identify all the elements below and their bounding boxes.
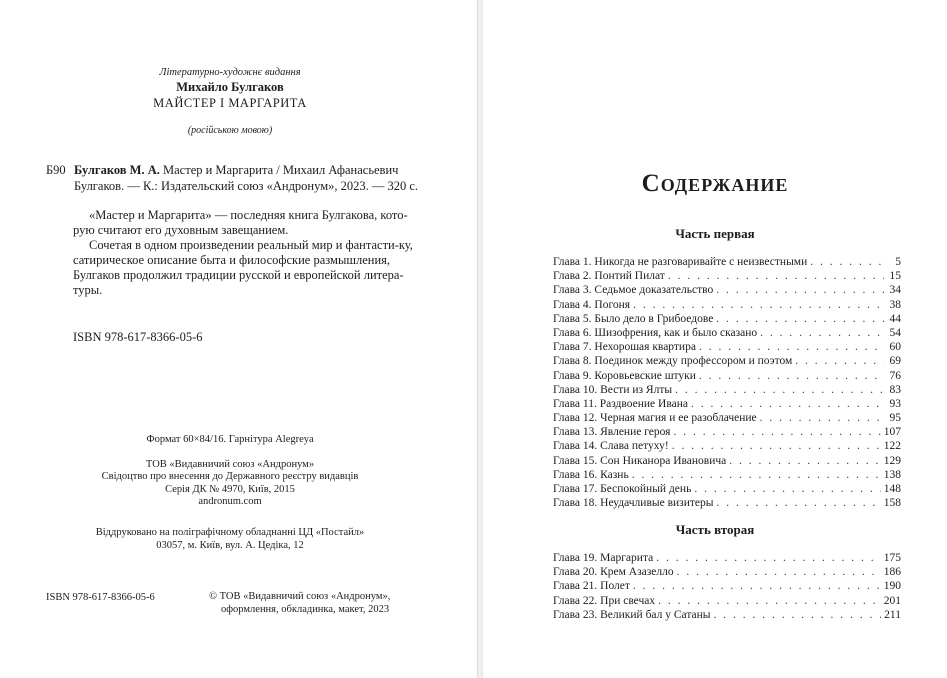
toc-entry-label: Глава 12. Черная магия и ее разоблачение <box>553 412 757 425</box>
toc-leader-dots <box>716 312 884 326</box>
toc-entry-page: 107 <box>883 426 901 439</box>
toc-entry-page: 148 <box>883 483 901 495</box>
toc-entry[interactable] <box>553 397 901 411</box>
copyright-line-2: оформлення, обкладинка, макет, 2023 <box>221 604 390 615</box>
toc-entry-page: 93 <box>889 397 901 410</box>
toc-entry-page: 44 <box>889 312 901 325</box>
toc-leader-dots <box>699 369 884 383</box>
toc-entry-label: Глава 14. Слава петуху! <box>553 440 669 453</box>
publisher-block <box>80 434 380 509</box>
toc-entry[interactable] <box>553 425 901 439</box>
toc-entry[interactable] <box>553 551 901 565</box>
author-name: Михайло Булгаков <box>176 80 284 94</box>
printer-line-2: 03057, м. Київ, вул. А. Цедіка, 12 <box>156 539 304 551</box>
language-note: (російською мовою) <box>187 125 273 136</box>
toc-leader-dots <box>760 411 884 425</box>
toc-leader-dots <box>677 565 881 579</box>
toc-leader-dots <box>716 283 884 297</box>
toc-entry[interactable] <box>553 454 901 468</box>
part-1-list <box>553 255 901 510</box>
toc-leader-dots <box>633 298 884 312</box>
toc-entry-label: Глава 15. Сон Никанора Ивановича <box>553 454 727 467</box>
toc-entry[interactable] <box>553 312 901 326</box>
copyright-block <box>209 590 409 616</box>
toc-entry-page: 60 <box>889 341 901 354</box>
toc-entry[interactable] <box>553 340 901 354</box>
toc-leader-dots <box>699 340 884 354</box>
catalog-entry <box>46 163 426 194</box>
toc-entry-label: Глава 3. Седьмое доказательство <box>553 284 714 297</box>
toc-entry[interactable] <box>553 283 901 297</box>
toc-leader-dots <box>656 551 881 565</box>
publisher-line-1: ТОВ «Видавничий союз «Андронум» <box>145 458 315 470</box>
part-1-title: Часть первая <box>675 226 755 241</box>
toc-entry-label: Глава 22. При свечах <box>553 594 656 607</box>
toc-entry-page: 186 <box>883 566 901 579</box>
toc-entry-label: Глава 8. Поединок между профессором и поэтом <box>553 355 793 368</box>
toc-leader-dots <box>658 594 881 608</box>
toc-leader-dots <box>760 326 884 340</box>
toc-entry-label: Глава 19. Маргарита <box>553 552 654 564</box>
toc-entry-label: Глава 7. Нехорошая квартира <box>553 341 696 354</box>
catalog-publisher: Булгаков. — К.: Издательский союз «Андронум», 2023. — 320 с. <box>74 178 419 193</box>
toc-entry-label: Глава 5. Было дело в Грибоедове <box>553 312 714 325</box>
toc-entry-label: Глава 10. Вести из Ялты <box>553 383 673 396</box>
toc-entry[interactable] <box>553 298 901 312</box>
toc-entry[interactable] <box>553 326 901 340</box>
toc-entry-label: Глава 13. Явление героя <box>553 426 671 439</box>
toc-title: Содержание <box>641 170 789 197</box>
toc-leader-dots <box>691 397 884 411</box>
toc-leader-dots <box>673 425 880 439</box>
toc-entry[interactable] <box>553 608 901 622</box>
toc-leader-dots <box>672 439 881 453</box>
publisher-line-3: Серія ДК № 4970, Київ, 2015 <box>165 483 295 495</box>
toc-entry-page: 38 <box>889 298 901 311</box>
toc-entry[interactable] <box>553 369 901 383</box>
toc-entry-page: 158 <box>883 497 901 510</box>
annotation-paragraph-1: «Мастер и Маргарита» — последняя книга Булгакова, кото-рую считают его духовным завещанием. <box>73 208 408 237</box>
toc-entry-label: Глава 6. Шизофрения, как и было сказано <box>553 326 758 339</box>
genre-line: Літературно-художнє видання <box>159 67 301 78</box>
toc-entry-page: 122 <box>883 440 901 453</box>
toc-leader-dots <box>795 354 884 368</box>
toc-entry-label: Глава 17. Беспокойный день <box>553 483 692 495</box>
format-line: Формат 60×84/16. Гарнітура Alegreya <box>146 434 314 445</box>
toc-entry-page: 95 <box>889 412 901 425</box>
publisher-line-2: Свідоцтво про внесення до Державного реєстру видавців <box>101 471 359 483</box>
toc-entry-page: 15 <box>889 270 901 283</box>
toc-leader-dots <box>632 468 881 482</box>
catalog-code: Б90 <box>46 163 66 177</box>
toc-entry[interactable] <box>553 594 901 608</box>
toc-entry-page: 201 <box>883 594 901 607</box>
toc-leader-dots <box>729 454 880 468</box>
printer-line-1: Віддруковано на поліграфічному обладнанні ЦД «Постайл» <box>95 527 365 538</box>
toc-leader-dots <box>668 269 884 283</box>
printer-block <box>80 527 380 552</box>
toc-leader-dots <box>716 496 880 510</box>
toc-entry-page: 76 <box>889 369 901 382</box>
toc-leader-dots <box>675 383 884 397</box>
annotation <box>73 208 418 298</box>
isbn-footer: ISBN 978-617-8366-05-6 <box>46 592 155 603</box>
toc-entry[interactable] <box>553 496 901 510</box>
toc-entry[interactable] <box>553 354 901 368</box>
toc-entry-page: 69 <box>889 355 901 368</box>
toc-entry[interactable] <box>553 468 901 482</box>
toc-leader-dots <box>694 482 880 496</box>
toc-entry-label: Глава 1. Никогда не разговаривайте с неизвестными <box>553 256 808 268</box>
toc-entry-page: 129 <box>883 454 901 467</box>
toc-entry[interactable] <box>553 255 901 269</box>
book-title: МАЙСТЕР І МАРГАРИТА <box>153 96 307 110</box>
toc-leader-dots <box>633 579 881 593</box>
toc-entry[interactable] <box>553 439 901 453</box>
toc-entry[interactable] <box>553 269 901 283</box>
toc-entry-label: Глава 2. Понтий Пилат <box>553 270 665 283</box>
toc-entry-page: 175 <box>883 552 901 564</box>
toc-entry-label: Глава 21. Полет <box>553 580 630 593</box>
toc-entry-label: Глава 20. Крем Азазелло <box>553 566 674 579</box>
toc-leader-dots <box>714 608 882 622</box>
toc-entry-label: Глава 11. Раздвоение Ивана <box>553 397 688 410</box>
toc-entry[interactable] <box>553 411 901 425</box>
toc-entry-page: 5 <box>895 256 901 268</box>
toc-entry-page: 54 <box>889 326 901 339</box>
toc-entry-label: Глава 23. Великий бал у Сатаны <box>553 608 711 621</box>
toc-entry[interactable] <box>553 482 901 496</box>
toc-entry[interactable] <box>553 383 901 397</box>
toc-entry-label: Глава 4. Погоня <box>553 298 631 311</box>
toc-entry-page: 211 <box>884 608 901 621</box>
publisher-line-4: andronum.com <box>198 496 262 508</box>
isbn-main: ISBN 978-617-8366-05-6 <box>73 330 203 344</box>
toc-entry-page: 34 <box>889 284 901 297</box>
toc-entry-label: Глава 16. Казнь <box>553 468 629 481</box>
copyright-line-1: © ТОВ «Видавничий союз «Андронум», <box>209 591 391 602</box>
toc-entry-label: Глава 18. Неудачливые визитеры <box>553 497 714 510</box>
toc-entry-page: 190 <box>883 580 901 593</box>
annotation-paragraph-2: Сочетая в одном произведении реальный мир и фантасти-ку, сатирическое описание быта и философские размышления, Булгаков продолжил традиции русской и европейской литера-туры. <box>73 238 413 297</box>
catalog-author: Булгаков М. А. <box>74 163 160 177</box>
toc-entry[interactable] <box>553 579 901 593</box>
catalog-title: Мастер и Маргарита / Михаил Афанасьевич <box>159 163 399 177</box>
part-2-list <box>553 551 901 622</box>
part-2-title: Часть вторая <box>675 522 755 537</box>
toc-leader-dots <box>810 255 884 269</box>
toc-entry-page: 83 <box>889 383 901 396</box>
contents-page <box>483 0 947 678</box>
toc-entry[interactable] <box>553 565 901 579</box>
toc-entry-page: 138 <box>883 468 901 481</box>
toc-entry-label: Глава 9. Коровьевские штуки <box>553 369 696 382</box>
title-block <box>60 67 400 136</box>
